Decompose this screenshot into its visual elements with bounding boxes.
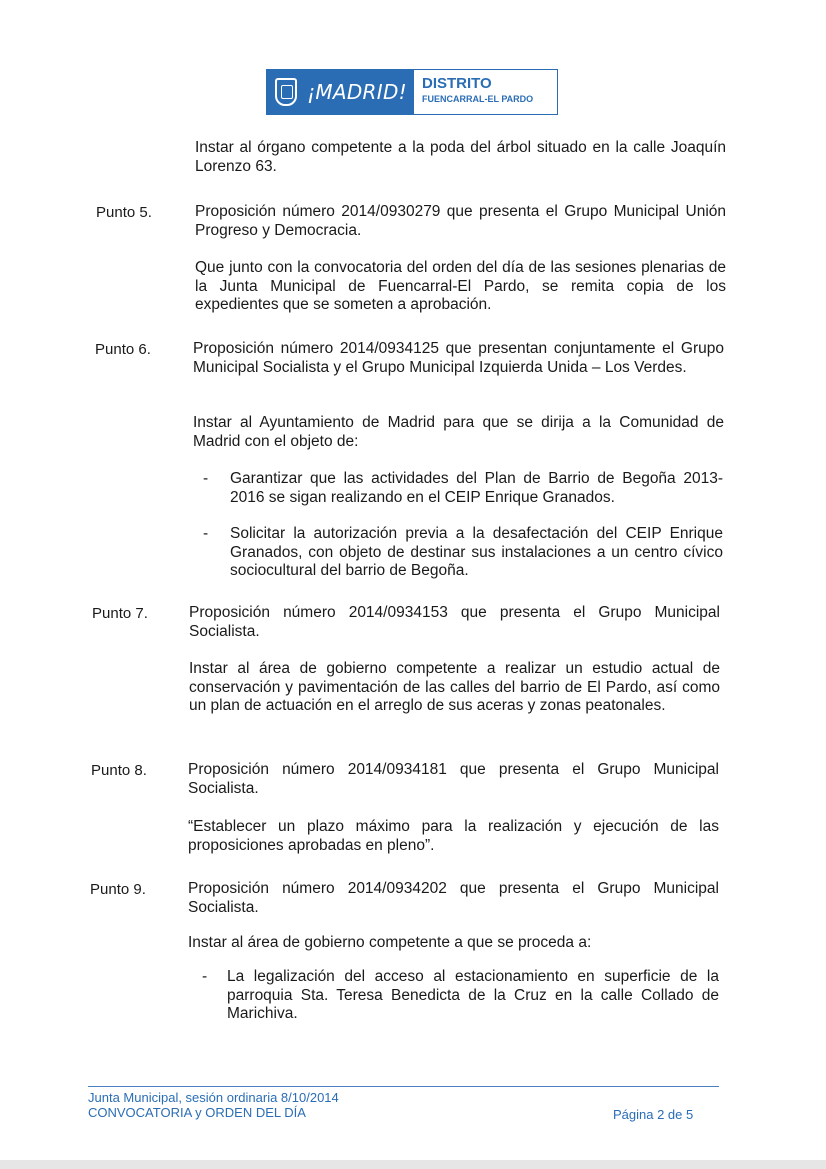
item-label-5: Punto 5.	[96, 204, 152, 221]
page-bottom-edge	[0, 1160, 826, 1169]
logo-left-panel	[267, 70, 414, 114]
footer-divider	[88, 1086, 719, 1087]
bullet-dash: -	[203, 525, 209, 542]
logo-district-name: FUENCARRAL-EL PARDO	[422, 94, 534, 104]
madrid-crest-icon	[275, 78, 297, 106]
item-body-7: Instar al área de gobierno competente a realizar un estudio actual de conservación y pavimentación de las calles del barrio de El Pardo, así como un plan de actuación en el arreglo de sus aceras y zonas peatonales.	[189, 660, 720, 714]
madrid-district-logo	[266, 69, 558, 115]
item-body-5: Que junto con la convocatoria del orden del día de las sesiones plenarias de la Junta Municipal de Fuencarral-El Pardo, se remita copia de los expedientes que se someten a aprobación.	[195, 259, 726, 313]
item-body-8: “Establecer un plazo máximo para la realización y ejecución de las proposiciones aprobadas en pleno”.	[188, 818, 719, 854]
item-body-6: Instar al Ayuntamiento de Madrid para que se dirija a la Comunidad de Madrid con el objeto de:	[193, 414, 724, 450]
item-title-8: Proposición número 2014/0934181 que presenta el Grupo Municipal Socialista.	[188, 761, 719, 797]
item-title-6: Proposición número 2014/0934125 que presentan conjuntamente el Grupo Municipal Socialista y el Grupo Municipal Izquierda Unida – Los Verdes.	[193, 340, 724, 376]
item-title-9: Proposición número 2014/0934202 que presenta el Grupo Municipal Socialista.	[188, 880, 719, 916]
item-label-8: Punto 8.	[91, 762, 147, 779]
footer-session: Junta Municipal, sesión ordinaria 8/10/2014	[88, 1090, 339, 1105]
item-body-9: Instar al área de gobierno competente a que se proceda a:	[188, 934, 592, 951]
item-label-7: Punto 7.	[92, 605, 148, 622]
item-title-5: Proposición número 2014/0930279 que presenta el Grupo Municipal Unión Progreso y Democracia.	[195, 203, 726, 239]
item-9-bullet-1: La legalización del acceso al estacionamiento en superficie de la parroquia Sta. Teresa Benedicta de la Cruz en la calle Collado de Marichiva.	[227, 968, 719, 1022]
item-6-bullet-1: Garantizar que las actividades del Plan de Barrio de Begoña 2013-2016 se sigan realizando en el CEIP Enrique Granados.	[230, 470, 723, 506]
logo-city-text: ¡MADRID!	[307, 80, 407, 104]
logo-right-panel	[414, 70, 557, 114]
bullet-dash: -	[203, 470, 209, 487]
item-label-6: Punto 6.	[95, 341, 151, 358]
page-number: Página 2 de 5	[613, 1107, 694, 1122]
item-title-7: Proposición número 2014/0934153 que presenta el Grupo Municipal Socialista.	[189, 604, 720, 640]
logo-distrito-text: DISTRITO	[422, 75, 492, 92]
item-label-9: Punto 9.	[90, 881, 146, 898]
item-6-bullet-2: Solicitar la autorización previa a la desafectación del CEIP Enrique Granados, con objeto de destinar sus instalaciones a un centro cívico sociocultural del barrio de Begoña.	[230, 525, 723, 579]
intro-paragraph: Instar al órgano competente a la poda del árbol situado en la calle Joaquín Lorenzo 63.	[195, 139, 726, 175]
bullet-dash: -	[202, 968, 208, 985]
footer-title: CONVOCATORIA y ORDEN DEL DÍA	[88, 1105, 306, 1120]
